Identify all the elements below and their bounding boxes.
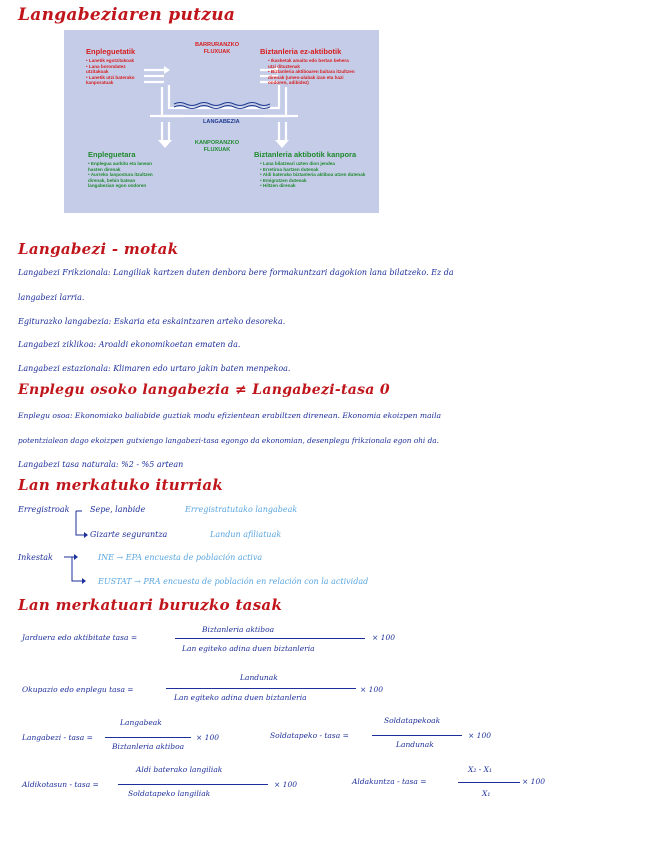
motak-line-1: Langabezi Frikzionala: Langiliak kartzen duten denbora bere formakuntzari dagokion lana bilatzeko. Ez da xyxy=(18,268,454,277)
tl-title: Enpleguetatik xyxy=(86,47,136,56)
f2-denominator: Lan egiteko adina duen biztanleria xyxy=(174,693,307,702)
tr-title: Biztanleria ez-aktibotik xyxy=(260,47,342,56)
osoko-line-1: Enplegu osoa: Ekonomiako baliabide guztiak modu efizientean erabiltzen direnean. Ekonomia ekoizpen maila xyxy=(18,411,442,420)
f6-numerator: X₂ - X₁ xyxy=(468,765,492,774)
br-items: • Lana bilatzeari uzten dion jendea • Erretiroa hartzen dutenak • Aldi baterako biztanleria aktiboa utzen dutenak • Emigratzen dutenak • Hiltzen direnak xyxy=(260,161,368,189)
f3-label: Langabezi - tasa = xyxy=(22,733,93,742)
osoko-heading: Enplegu osoko langabezia ≠ Langabezi-tasa 0 xyxy=(18,382,390,398)
motak-line-2: langabezi larria. xyxy=(18,293,85,302)
bl-title: Enpleguetara xyxy=(88,150,136,159)
f4-denominator: Landunak xyxy=(396,740,434,749)
f1-times100: × 100 xyxy=(372,633,395,642)
f3-times100: × 100 xyxy=(196,733,219,742)
tr-items: • Ikasketak amaitu edo bertan behera utzi dituztenak • Biztanleria aktiboaren baitara itzultzen direnak (umeo-alabak izan eta hazi ondoren, adibidez) xyxy=(268,58,356,86)
osoko-line-2: potentzialean dago ekoizpen gutxiengo langabezi-tasa egongo da ekonomian, desenplegu frikzionala egon ohi da. xyxy=(18,436,439,445)
center-bot-label: KANPORANZKO FLUXUAK xyxy=(194,140,240,153)
motak-line-4: Langabezi ziklikoa: Aroaldi ekonomikoetan ematen da. xyxy=(18,340,241,349)
f4-numerator: Soldatapekoak xyxy=(384,716,441,725)
f3-bar xyxy=(105,737,191,738)
f6-bar xyxy=(458,782,520,783)
f2-numerator: Landunak xyxy=(240,673,278,682)
registry-1-data: Erregistratutako langabeak xyxy=(185,505,298,514)
erregistroak-label: Erregistroak xyxy=(18,505,70,514)
f4-label: Soldatapeko - tasa = xyxy=(270,731,349,740)
motak-line-3: Egiturazko langabezia: Eskaria eta eskaintzaren arteko desoreka. xyxy=(18,317,286,326)
center-mid-label: LANGABEZIA xyxy=(203,119,240,125)
f3-numerator: Langabeak xyxy=(120,718,162,727)
f1-denominator: Lan egiteko adina duen biztanleria xyxy=(182,644,315,653)
f1-numerator: Biztanleria aktiboa xyxy=(202,625,275,634)
f2-times100: × 100 xyxy=(360,685,383,694)
br-title: Biztanleria aktibotik kanpora xyxy=(254,150,357,159)
osoko-line-3: Langabezi tasa naturala: %2 - %5 artean xyxy=(18,460,184,469)
inkestak-bracket xyxy=(60,551,100,591)
f2-label: Okupazio edo enplegu tasa = xyxy=(22,685,134,694)
inkestak-label: Inkestak xyxy=(18,553,53,562)
registry-2-source: Gizarte segurantza xyxy=(90,530,168,539)
f3-denominator: Biztanleria aktiboa xyxy=(112,742,185,751)
f5-label: Aldikotasun - tasa = xyxy=(22,780,99,789)
f5-denominator: Soldatapeko langiliak xyxy=(128,789,211,798)
tl-items: • Lanetik egotzitakoak • Lana borondatez utzitakoak • Lanetik utzi baterako kanporatuak xyxy=(86,58,148,86)
motak-heading: Langabezi - motak xyxy=(18,240,179,258)
center-top-label: BARRURANZKO FLUXUAK xyxy=(194,42,240,55)
f5-bar xyxy=(118,784,268,785)
f2-bar xyxy=(166,688,356,689)
inkesta-eustat: EUSTAT → PRA encuesta de población en relación con la actividad xyxy=(98,577,369,586)
f4-bar xyxy=(372,735,462,736)
langabezia-diagram xyxy=(64,30,379,213)
registry-1-source: Sepe, lanbide xyxy=(90,505,146,514)
f6-times100: × 100 xyxy=(522,777,545,786)
inkesta-ine: INE → EPA encuesta de población activa xyxy=(98,553,263,562)
f6-denominator: X₁ xyxy=(482,789,491,798)
motak-line-5: Langabezi estazionala: Klimaren edo urtaro jakin baten menpekoa. xyxy=(18,364,291,373)
f5-times100: × 100 xyxy=(274,780,297,789)
bl-items: • Enplegua aurkitu eta lanean hasten direnak • Aurreko lanpostura itzultzen direnak, behin batean langabezian egon ondoren xyxy=(88,161,160,189)
page-title: Langabeziaren putzua xyxy=(18,5,236,25)
f1-bar xyxy=(175,638,365,639)
f6-label: Aldakuntza - tasa = xyxy=(352,777,427,786)
iturriak-heading: Lan merkatuko iturriak xyxy=(18,476,224,494)
f4-times100: × 100 xyxy=(468,731,491,740)
f1-label: Jarduera edo aktibitate tasa = xyxy=(22,633,138,642)
registry-2-data: Landun afiliatuak xyxy=(210,530,282,539)
tasak-heading: Lan merkatuari buruzko tasak xyxy=(18,596,283,614)
f5-numerator: Aldi baterako langiliak xyxy=(136,765,223,774)
